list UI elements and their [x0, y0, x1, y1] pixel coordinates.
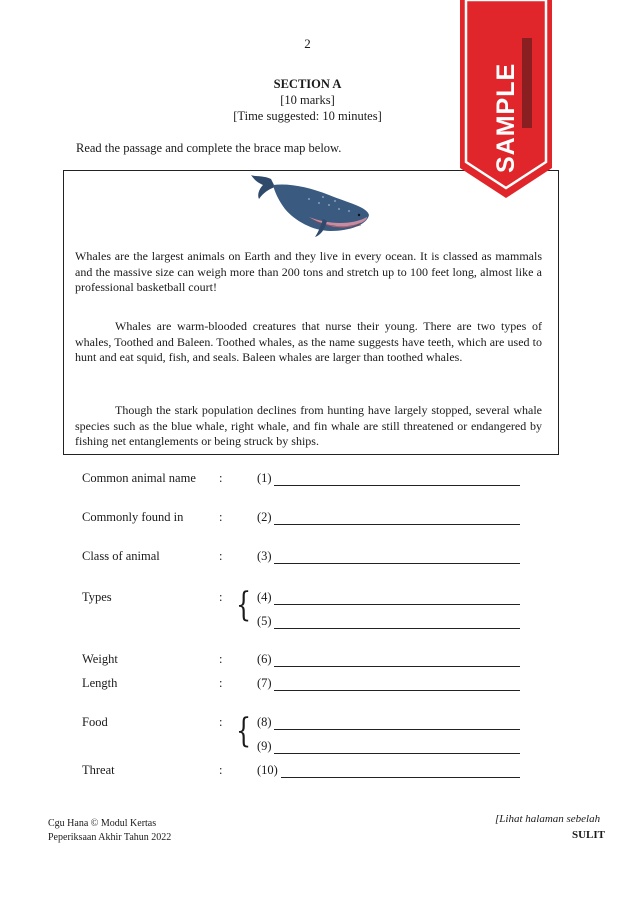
whale-icon: [249, 173, 373, 237]
answer-number-7: (7): [257, 676, 272, 690]
answer-number-6: (6): [257, 652, 272, 666]
section-marks: [10 marks]: [280, 93, 335, 107]
label-food: Food: [82, 715, 108, 729]
passage-paragraph-3: Though the stark population declines from hunting have largely stopped, several whale species such as the blue whale, right whale, and fin whale are still threatened or endangered by fishing net entanglements or being struck by ships.: [75, 403, 542, 448]
colon: :: [219, 652, 223, 666]
page-number: 2: [304, 36, 311, 51]
label-length: Length: [82, 676, 118, 690]
brace-symbol: {: [236, 585, 252, 625]
answer-number-2: (2): [257, 510, 272, 524]
colon: :: [219, 471, 223, 485]
colon: :: [219, 549, 223, 563]
answer-number-9: (9): [257, 739, 272, 753]
colon: :: [219, 763, 223, 777]
answer-line-10[interactable]: [281, 777, 520, 778]
footer-confidential: SULIT: [572, 829, 606, 841]
answer-line-9[interactable]: [274, 753, 520, 754]
colon: :: [219, 715, 223, 729]
answer-line-1[interactable]: [274, 485, 520, 486]
passage-paragraph-1: Whales are the largest animals on Earth and they live in every ocean. It is classed as mammals and the massive size can weigh more than 200 tons and stretch up to 100 feet long, almost like a professional basketball court!: [75, 249, 542, 294]
answer-number-10: (10): [257, 763, 278, 777]
answer-line-4[interactable]: [274, 604, 520, 605]
answer-line-2[interactable]: [274, 524, 520, 525]
answer-line-5[interactable]: [274, 628, 520, 629]
footer-next-page: [Lihat halaman sebelah: [495, 813, 601, 825]
brace-symbol: {: [236, 711, 252, 751]
colon: :: [219, 676, 223, 690]
answer-line-8[interactable]: [274, 729, 520, 730]
passage-paragraph-2: Whales are warm-blooded creatures that nurse their young. There are two types of whales, Toothed and Baleen. Toothed whales, as the name suggests have teeth, which are used to hunt and eat squid, fish, and seals. Baleen whales are larger than toothed whales.: [75, 319, 542, 364]
footer-credit: Cgu Hana © Modul Kertas: [48, 818, 157, 829]
answer-line-6[interactable]: [274, 666, 520, 667]
answer-number-5: (5): [257, 614, 272, 628]
answer-number-3: (3): [257, 549, 272, 563]
answer-line-3[interactable]: [274, 563, 520, 564]
label-weight: Weight: [82, 652, 118, 666]
answer-line-7[interactable]: [274, 690, 520, 691]
label-common-animal-name: Common animal name: [82, 471, 196, 485]
instruction-text: Read the passage and complete the brace map below.: [76, 141, 342, 155]
passage-box: [63, 170, 559, 455]
section-title: SECTION A: [273, 77, 342, 91]
label-threat: Threat: [82, 763, 115, 777]
answer-number-8: (8): [257, 715, 272, 729]
colon: :: [219, 510, 223, 524]
sample-badge-text: SAMPLE: [492, 62, 520, 173]
answer-number-1: (1): [257, 471, 272, 485]
section-time: [Time suggested: 10 minutes]: [233, 109, 382, 123]
label-commonly-found-in: Commonly found in: [82, 510, 184, 524]
label-class-of-animal: Class of animal: [82, 549, 160, 563]
footer-exam-name: Peperiksaan Akhir Tahun 2022: [48, 832, 172, 843]
colon: :: [219, 590, 223, 604]
label-types: Types: [82, 590, 112, 604]
answer-number-4: (4): [257, 590, 272, 604]
